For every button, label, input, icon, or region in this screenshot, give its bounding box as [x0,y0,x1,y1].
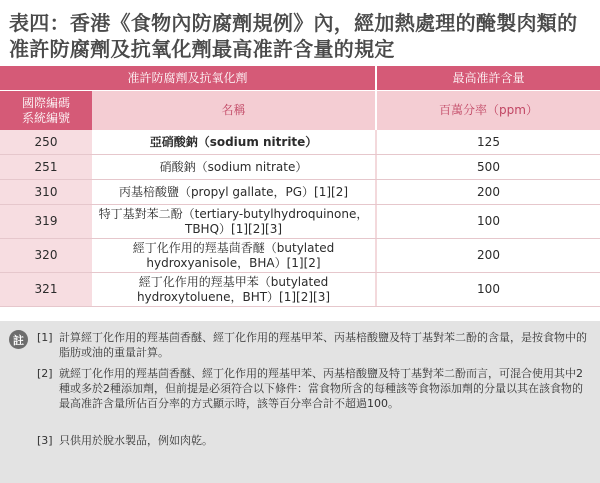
row-ppm: 200 [477,184,500,199]
note-number: [2] [37,367,53,380]
note-text: 計算經丁化作用的羥基茴香醚、經丁化作用的羥基甲苯、丙基棓酸鹽及特丁基對苯二酚的含量，是按食物中的脂肪或油的重量計算。 [59,331,587,359]
note-number: [1] [37,331,53,344]
note-item [37,433,590,448]
row-ppm: 125 [477,134,500,149]
row-code: 251 [0,155,92,179]
row-ppm: 100 [477,282,500,296]
note-number: [3] [37,434,53,447]
row-name: 亞硝酸鈉（sodium nitrite） [92,130,377,154]
table-row [0,155,600,180]
row-ppm: 100 [477,214,500,228]
note-text: 只供用於脫水製品，例如肉乾。 [59,434,213,447]
row-ppm: 200 [477,248,500,262]
row-name: 硝酸鈉（sodium nitrate） [92,155,377,179]
column-header-code [0,90,92,130]
row-name: 丙基棓酸鹽（propyl gallate，PG）[1][2] [92,180,377,204]
table-row [0,273,600,307]
group-header-permitted: 准許防腐劑及抗氧化劑 [0,66,377,90]
table-row [0,205,600,239]
note-item [37,330,590,360]
row-code: 319 [0,205,92,238]
row-code: 321 [0,273,92,306]
table-row [0,130,600,155]
table-column-header [0,90,600,130]
row-name: 經丁化作用的羥基茴香醚（butylated hydroxyanisole，BHA）[1][2] [92,239,377,272]
table-row [0,239,600,273]
page-title: 表四：香港《食物內防腐劑規例》內，經加熱處理的醃製肉類的准許防腐劑及抗氧化劑最高准許含量的規定 [9,11,578,61]
row-code: 320 [0,239,92,272]
preservative-table [0,66,600,307]
table-row [0,180,600,205]
row-ppm: 500 [477,159,500,174]
group-header-max-level: 最高准許含量 [452,70,525,85]
row-code: 310 [0,180,92,204]
row-code: 250 [0,130,92,154]
table-group-header [0,66,600,90]
row-name: 經丁化作用的羥基甲苯（butylated hydroxytoluene，BHT）[1][2][3] [92,273,377,306]
note-text: 就經丁化作用的羥基茴香醚、經丁化作用的羥基甲苯、丙基棓酸鹽及特丁基對苯二酚而言，可混合使用其中2種或多於2種添加劑，但前提是必須符合以下條件：當食物所含的每種該等食物添加劑的分量以其在該食物的最高准許含量所佔百分率的方式顯示時，該等百分率合計不超過100。 [59,367,583,410]
column-header-name: 名稱 [92,90,377,130]
notes-badge-icon: 註 [9,330,28,349]
code-header-line2: 系統編號 [21,110,70,125]
note-item [37,366,590,411]
code-header-line1: 國際編碼 [21,95,70,110]
notes-panel [0,321,600,483]
row-name: 特丁基對苯二酚（tertiary-butylhydroquinone，TBHQ）[1][2][3] [92,205,377,238]
column-header-ppm: 百萬分率（ppm） [377,90,600,130]
